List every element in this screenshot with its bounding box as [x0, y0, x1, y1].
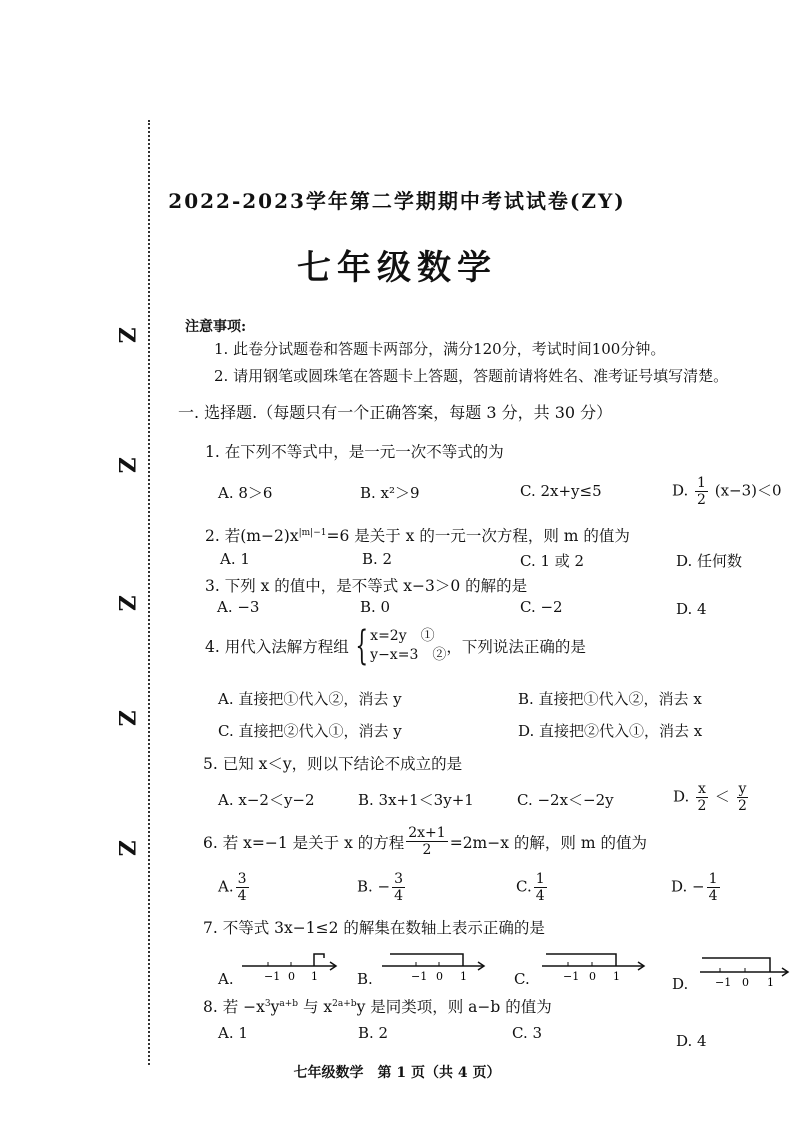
q8-option-b: B. 2 [358, 1024, 389, 1042]
question-1-stem: 1. 在下列不等式中，是一元一次不等式的为 [205, 443, 504, 461]
fraction: $\frac{2x+1}{2}$ [408, 825, 446, 858]
binding-margin-mark: Ζ [113, 456, 140, 474]
section-heading: 一. 选择题.（每题只有一个正确答案，每题 3 分，共 30 分） [178, 403, 613, 422]
svg-text:−1: −1 [264, 970, 281, 983]
exam-title: 2022-2023学年第二学期期中考试试卷(ZY) [168, 189, 626, 213]
fraction: $\frac{1}{2}$ [697, 475, 706, 508]
q4-option-a: A. 直接把①代入②，消去 y [218, 690, 402, 708]
number-line-c [540, 946, 650, 986]
q8-option-c: C. 3 [512, 1024, 543, 1042]
q5-option-c: C. −2x＜−2y [517, 791, 614, 809]
q4-option-d: D. 直接把②代入①，消去 x [518, 722, 703, 740]
q2-option-c: C. 1 或 2 [520, 552, 585, 570]
svg-text:−1: −1 [563, 970, 580, 983]
q1-option-c: C. 2x+y≤5 [520, 482, 602, 500]
question-7-stem: 7. 不等式 3x−1≤2 的解集在数轴上表示正确的是 [203, 919, 545, 937]
note-item: 2. 请用钢笔或圆珠笔在答题卡上答题，答题前请将姓名、准考证号填写清楚。 [214, 367, 729, 385]
svg-text:−1: −1 [715, 976, 732, 989]
number-line-b [380, 946, 490, 986]
q5-option-a: A. x−2＜y−2 [218, 791, 315, 809]
q1-option-b: B. x²＞9 [360, 484, 420, 502]
q2-option-d: D. 任何数 [676, 552, 743, 570]
question-5-stem: 5. 已知 x＜y，则以下结论不成立的是 [203, 755, 463, 773]
page-footer: 七年级数学 第 1 页（共 4 页） [293, 1065, 501, 1081]
binding-margin-mark: Ζ [113, 326, 140, 344]
q7-option-c-label: C. [514, 970, 530, 988]
svg-text:1: 1 [767, 976, 774, 989]
svg-text:0: 0 [589, 970, 596, 983]
q1-d-prefix: D. [672, 481, 689, 500]
svg-text:1: 1 [613, 970, 620, 983]
q1-option-d [672, 476, 782, 507]
svg-text:0: 0 [742, 976, 749, 989]
fraction: $\frac{y}{2}$ [738, 781, 747, 814]
equation-system: { x=2y ① y−x=3 ② [355, 623, 447, 669]
q5-option-b: B. 3x+1＜3y+1 [358, 791, 474, 809]
q3-option-d: D. 4 [676, 600, 707, 618]
question-4-stem: 4. 用代入法解方程组 { x=2y ① y−x=3 ② ，下列说法正确的是 [205, 623, 586, 669]
binding-margin-mark: Ζ [113, 839, 140, 857]
q6-option-a: A. $\frac{3}{4}$ [218, 871, 247, 904]
q1-option-a: A. 8＞6 [218, 484, 273, 502]
q7-option-d-label: D. [672, 975, 689, 993]
q3-option-c: C. −2 [520, 598, 563, 616]
q8-option-a: A. 1 [218, 1024, 248, 1042]
q3-option-b: B. 0 [360, 598, 391, 616]
svg-text:−1: −1 [411, 970, 428, 983]
q7-option-b-label: B. [357, 970, 373, 988]
svg-text:0: 0 [288, 970, 295, 983]
question-3-stem: 3. 下列 x 的值中，是不等式 x−3＞0 的解的是 [205, 577, 528, 595]
svg-text:1: 1 [311, 970, 318, 983]
number-line-d [698, 952, 792, 992]
subject-title: 七年级数学 [297, 248, 497, 288]
svg-text:0: 0 [436, 970, 443, 983]
q7-option-a-label: A. [218, 970, 234, 988]
q6-option-c: C. $\frac{1}{4}$ [516, 871, 545, 904]
q2-option-a: A. 1 [220, 550, 250, 568]
number-line-a [240, 946, 340, 986]
svg-text:1: 1 [460, 970, 467, 983]
q4-option-c: C. 直接把②代入①，消去 y [218, 722, 402, 740]
q4-option-b: B. 直接把①代入②，消去 x [518, 690, 702, 708]
binding-margin-mark: Ζ [113, 594, 140, 612]
q8-option-d: D. 4 [676, 1032, 707, 1050]
note-item: 1. 此卷分试题卷和答题卡两部分，满分120分，考试时间100分钟。 [214, 340, 666, 358]
question-2-stem: 2. 若$(m-2)x^{|m|-1}=6$ 是关于 x 的一元一次方程，则 m 的值为 [205, 527, 630, 545]
q5-option-d: D. $\frac{x}{2}$ ＜ $\frac{y}{2}$ [673, 781, 747, 814]
binding-margin-mark: Ζ [113, 709, 140, 727]
fraction: $\frac{x}{2}$ [697, 781, 707, 814]
question-8-stem: 8. 若 $-x^3y^{a+b}$ 与 $x^{2a+b}y$ 是同类项，则 a−b 的值为 [203, 998, 552, 1016]
q1-d-suffix: (x−3)＜0 [714, 481, 782, 500]
q2-option-b: B. 2 [362, 550, 393, 568]
q6-option-d: D. − $\frac{1}{4}$ [671, 871, 718, 904]
notes-heading: 注意事项: [185, 319, 247, 335]
question-6-stem: 6. 若 x=−1 是关于 x 的方程 $\frac{2x+1}{2}$ =2m−x 的解，则 m 的值为 [203, 825, 647, 858]
q6-option-b: B. − $\frac{3}{4}$ [357, 871, 404, 904]
q3-option-a: A. −3 [217, 598, 260, 616]
